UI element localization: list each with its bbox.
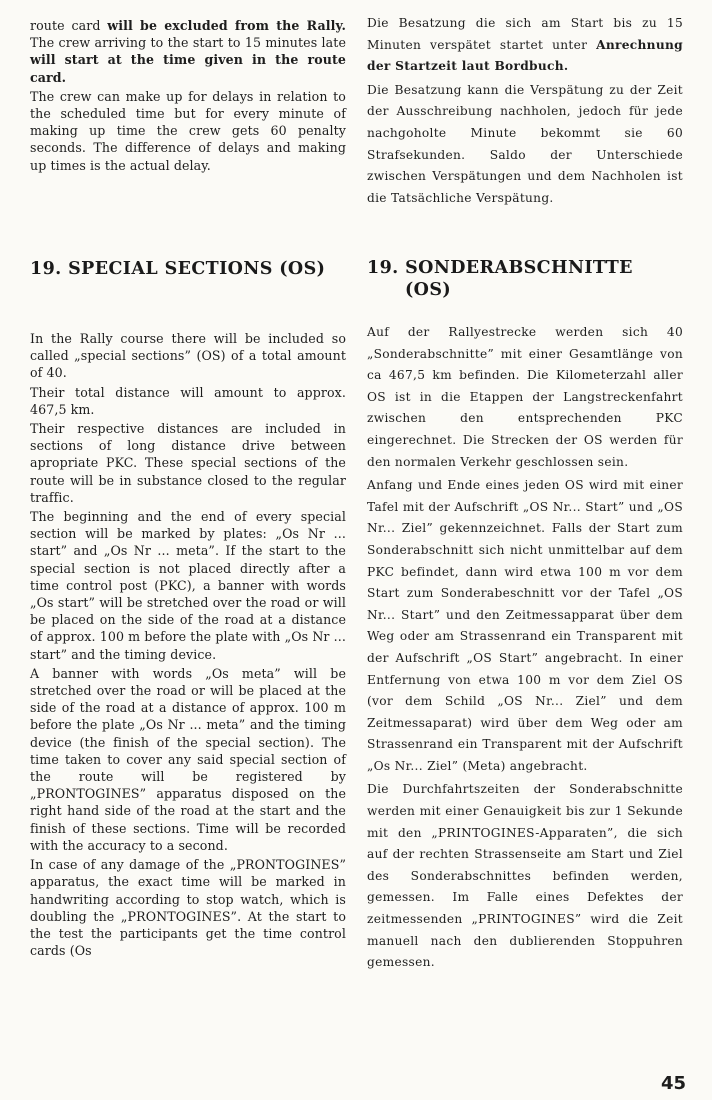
paragraph: Die Besatzung kann die Verspätung zu der Zeit der Ausschreibung nachholen, jedoch für jede nachgoholte Minute bekommt sie 60 Strafsekunden. Saldo der Unterschiede zwischen Verspätungen und dem Nachholen ist die Tatsächliche Verspätung.: [367, 82, 683, 205]
bold-text: Anrechnung der Startzeit laut Bordbuch.: [367, 37, 683, 74]
section-heading-de-line1: 19. SONDERABSCHNITTE: [367, 258, 633, 278]
top-left-text: [30, 17, 346, 176]
paragraph: Die Durchfahrtszeiten der Sonderabschnitte werden mit einer Genauigkeit bis zur 1 Sekunde mit den „PRINTOGINES-Apparaten”, die sich auf der rechten Strassenseite am Start und Ziel des Sonderabschnittes befinden werden, gemessen. Im Falle eines Defektes der zeitmessenden „PRINTOGINES” wird die Zeit manuell nach den dublierenden Stoppuhren gemessen.: [367, 782, 683, 970]
bold-text: will start at the time given in the route card.: [30, 52, 346, 85]
paragraph: In case of any damage of the „PRONTOGINES” apparatus, the exact time will be marked in handwriting according to stop watch, which is doubling the „PRONTOGINES”. At the start to the test the participants get the time control cards (Os: [30, 857, 346, 959]
paragraph: Their respective distances are included in sections of long distance drive between apropriate PKC. These special sections of the route will be in substance closed to the regular traffic.: [30, 421, 346, 505]
paragraph: Auf der Rallyestrecke werden sich 40 „Sonderabschnitte” mit einer Gesamtlänge von ca 467,5 km befinden. Die Kilometerzahl aller OS ist in die Etappen der Langstreckenfahrt zwischen den entsprechenden PKC eingerechnet. Die Strecken der OS werden für den normalen Verkehr geschlossen sein.: [367, 325, 683, 469]
body-text-en: [30, 330, 346, 961]
section-heading-de-line2: (OS): [405, 280, 452, 300]
section-heading-de: [367, 257, 683, 301]
paragraph: In the Rally course there will be included so called „special sections” (OS) of a total amount of 40.: [30, 331, 346, 381]
page-number: 45: [660, 1073, 686, 1094]
section-heading-en: 19. SPECIAL SECTIONS (OS): [30, 259, 326, 279]
top-right-text: [367, 13, 683, 211]
paragraph: Their total distance will amount to approx. 467,5 km.: [30, 384, 346, 417]
paragraph: route card will be excluded from the Rally. The crew arriving to the start to 15 minutes late will start at the time given in the route card.: [30, 18, 346, 85]
paragraph: A banner with words „Os meta” will be stretched over the road or will be placed at the side of the road at a distance of approx. 100 m before the plate „Os Nr ... meta” and the timing device (the finish of the special section). The time taken to cover any said special section of the route will be registered by „PRONTOGINES” apparatus disposed on the right hand side of the road at the start and the finish of these sections. Time will be recorded with the accuracy to a second.: [30, 665, 346, 853]
body-text-de: [367, 322, 683, 976]
paragraph: Anfang und Ende eines jeden OS wird mit einer Tafel mit der Aufschrift „OS Nr... Start” und „OS Nr... Ziel” gekennzeichnet. Falls der Start zum Sonderabschnitt sich nicht unmittelbar auf dem PKC befindet, dann wird etwa 100 m vor dem Start zum Sonderabeschnitt vor der Tafel „OS Nr... Start” und den Zeitmessapparat über dem Weg oder am Strassenrand ein Transparent mit der Aufschrift „OS Start” angebracht. In einer Entfernung von etwa 100 m vor dem Ziel OS (vor dem Schild „OS Nr... Ziel” und dem Zeitmessaparat) wird über dem Weg oder am Strassenrand ein Transparent mit der Aufschrift „Os Nr... Ziel” (Meta) angebracht.: [367, 478, 683, 773]
paragraph: The beginning and the end of every special section will be marked by plates: „Os Nr ... start” and „Os Nr ... meta”. If the start to the special section is not placed directly after a time control post (PKC), a banner with words „Os start” will be stretched over the road or will be placed on the side of the road at a distance of approx. 100 m before the plate with „Os Nr ... start” and the timing device.: [30, 509, 346, 662]
paragraph: The crew can make up for delays in relation to the scheduled time but for every minute of making up time the crew gets 60 penalty seconds. The difference of delays and making up times is the actual delay.: [30, 88, 346, 173]
paragraph: Die Besatzung die sich am Start bis zu 15 Minuten verspätet startet unter Anrechnung der Startzeit laut Bordbuch.: [367, 16, 683, 74]
bold-text: will be excluded from the Rally.: [107, 18, 346, 33]
